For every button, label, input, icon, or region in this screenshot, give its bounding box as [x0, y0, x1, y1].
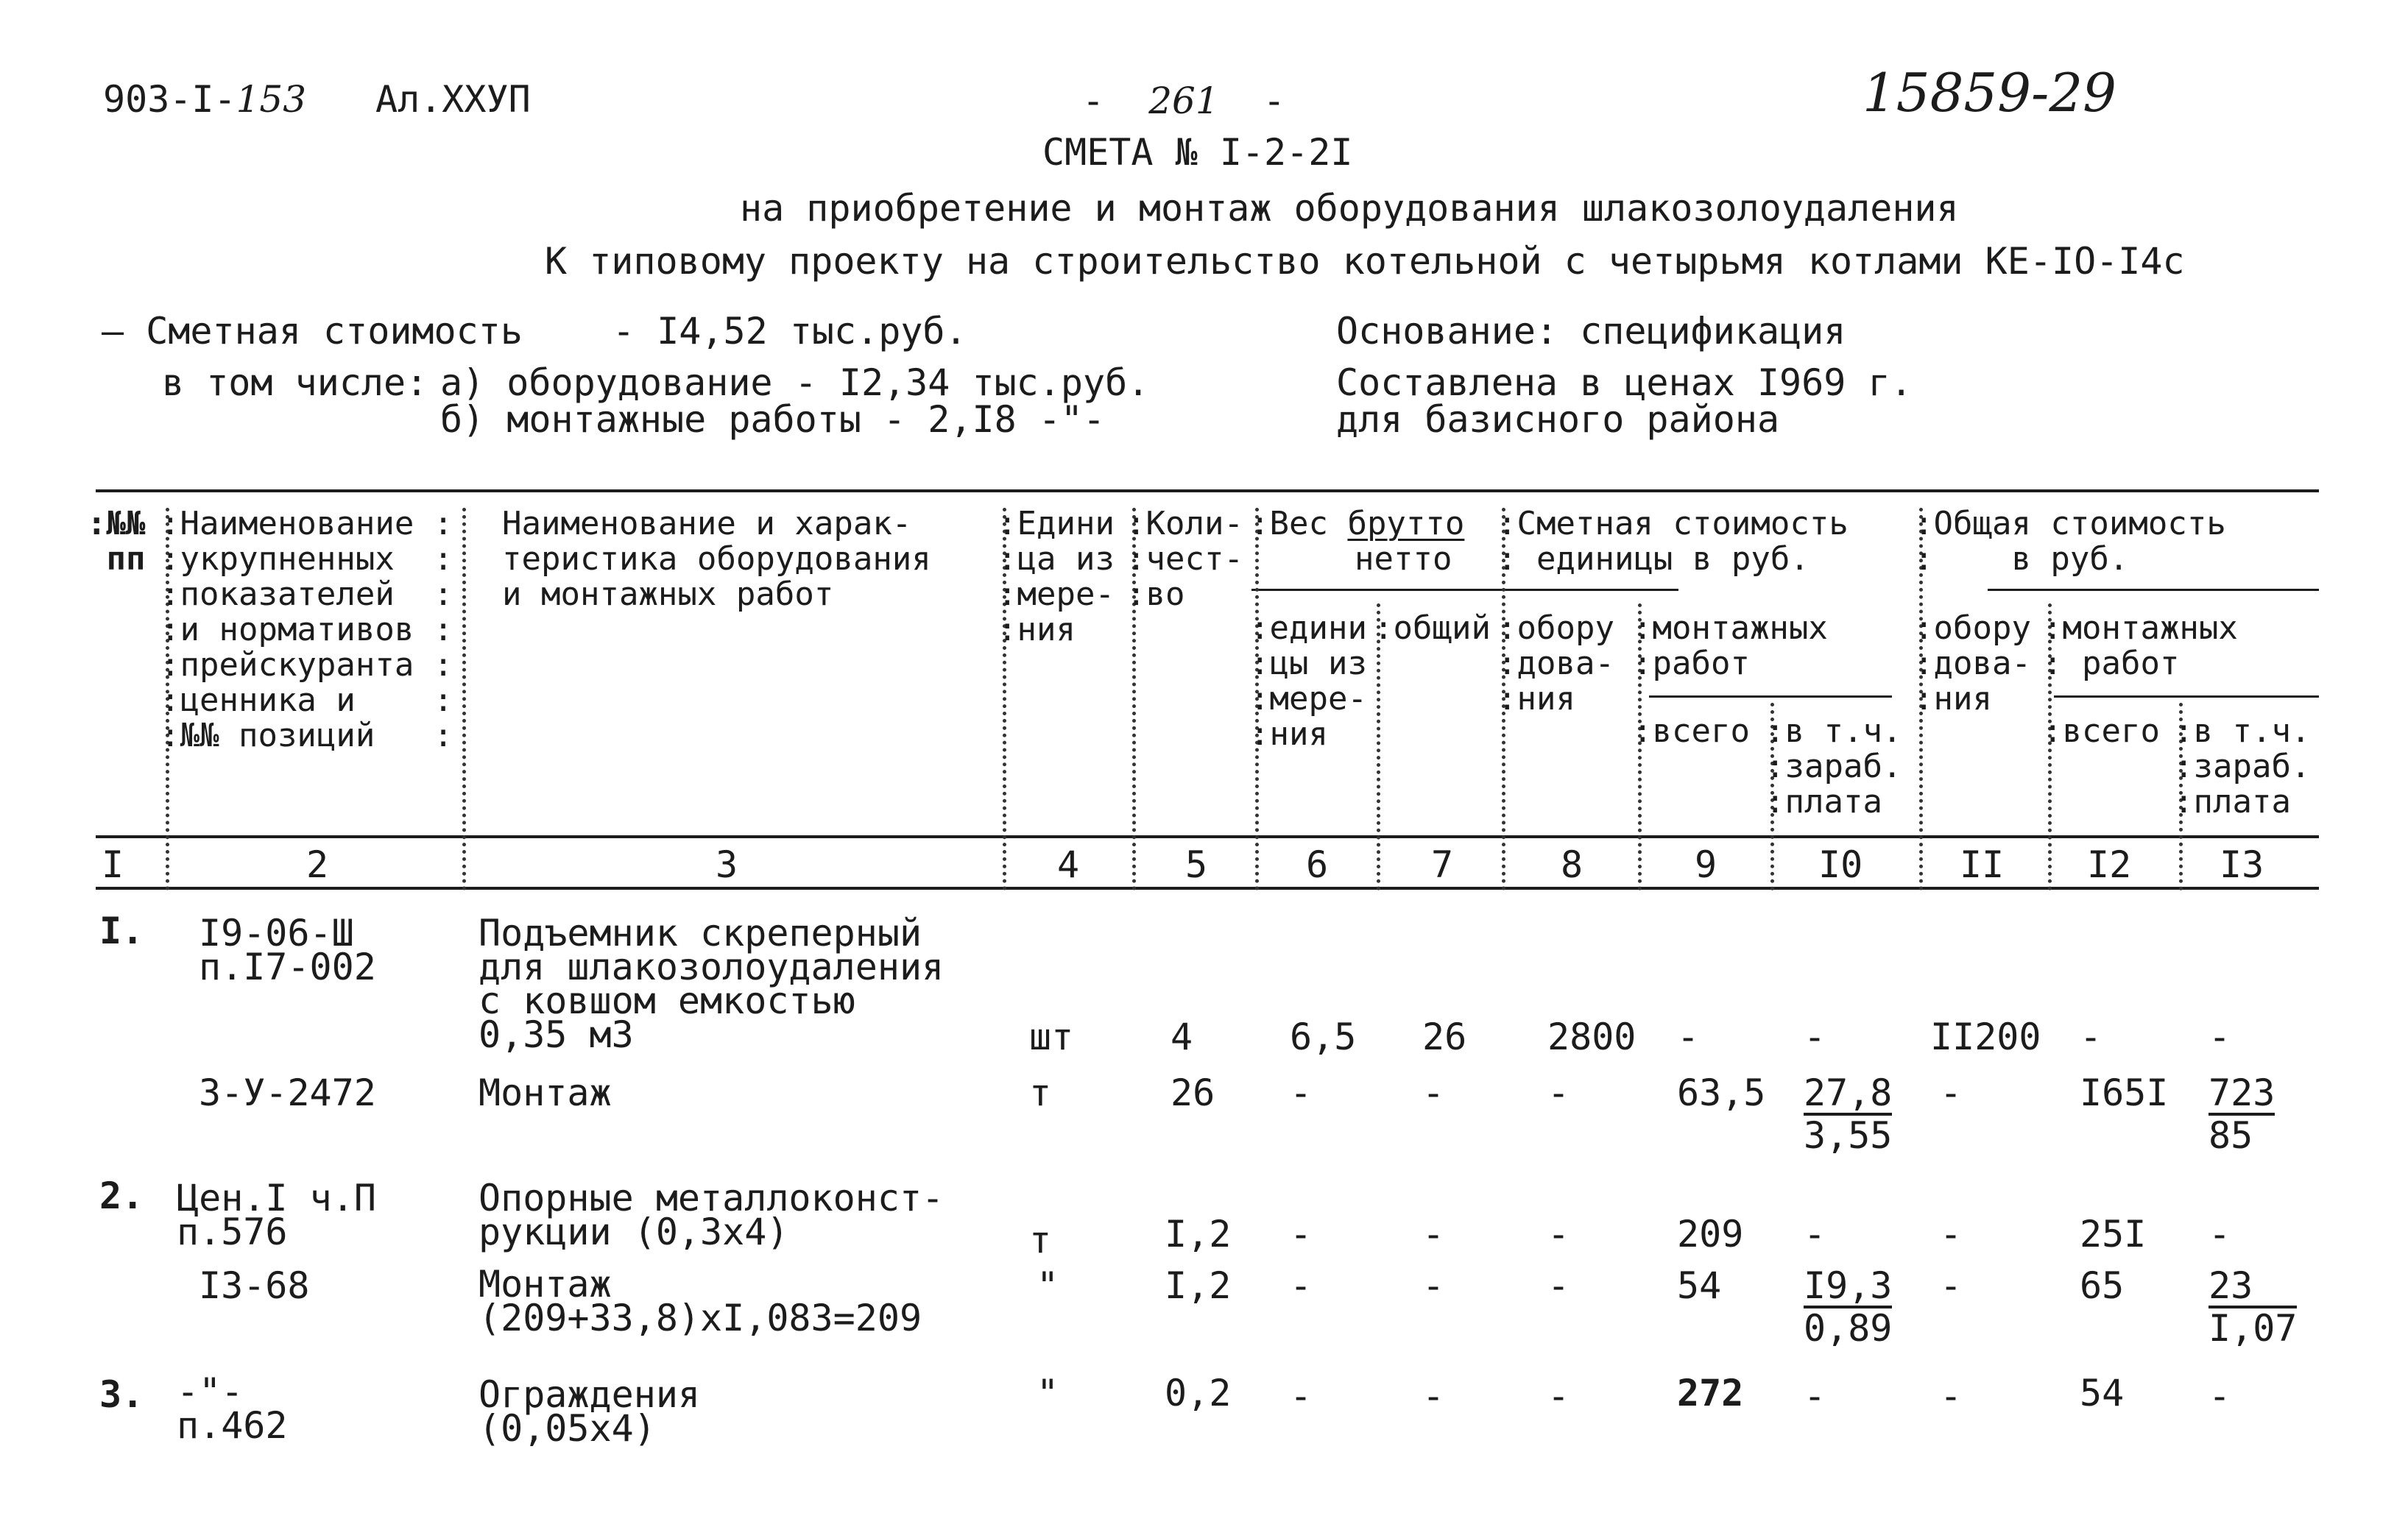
row-equipment-total: II200 [1930, 1016, 2041, 1058]
row-item-name: Ограждения (0,05х4) [479, 1373, 701, 1450]
row-equipment-total: - [1940, 1213, 1963, 1255]
row-unit: шт [1029, 1016, 1074, 1058]
row-wage-total: - [2208, 1213, 2231, 1255]
estimated-cost-value: - I4,52 тыс.руб. [612, 310, 967, 353]
row-quantity: 4 [1171, 1016, 1193, 1058]
row-weight-unit: - [1290, 1072, 1313, 1114]
header-unit-cost-wage: :в т.ч. :зараб. :плата [1765, 712, 1902, 821]
column-number: 7 [1431, 843, 1454, 886]
row-weight-total: - [1422, 1072, 1445, 1114]
row-equipment-unit-cost: 2800 [1547, 1016, 1636, 1058]
header-quantity: :Коли- :чест- :во [1126, 505, 1243, 613]
row-equipment-unit-cost: - [1547, 1072, 1570, 1114]
row-norm-code: Цен.I ч.П п.576 [177, 1177, 376, 1253]
including-label: в том числе: [162, 361, 428, 404]
document-title: СМЕТА № I-2-2I [1042, 131, 1353, 174]
row-equipment-unit-cost: - [1547, 1264, 1570, 1307]
row-number: 3. [99, 1373, 144, 1416]
region-text: для базисного района [1336, 398, 1780, 441]
row-norm-code: -"- п.462 [177, 1370, 288, 1447]
row-install-unit-cost: 63,5 [1677, 1072, 1766, 1114]
column-number: 3 [716, 843, 738, 886]
project-reference: К типовому проекту на строительство котельной с четырьмя котлами КЕ-IO-I4с [545, 240, 2185, 283]
project-number-handwritten: 153 [236, 78, 307, 121]
header-unit-cost-install-total: :всего [1633, 712, 1750, 750]
header-unit-cost-installation: :монтажных :работ [1633, 609, 1828, 682]
page-number: - 261 - [1082, 79, 1285, 122]
price-year-text: Составлена в ценах I969 г. [1336, 361, 1913, 404]
row-wage-unit-cost: $\frac{27,8}{3,55}$ [1804, 1072, 1893, 1157]
row-wage-unit-cost: - [1804, 1375, 1826, 1417]
row-norm-code: 3-У-2472 [199, 1072, 376, 1114]
page-number-handwritten: 261 [1148, 79, 1219, 122]
row-weight-unit: - [1290, 1213, 1313, 1255]
row-install-total: 54 [2080, 1372, 2125, 1414]
basis-text: Основание: спецификация [1336, 310, 1846, 353]
row-number: I. [99, 910, 144, 952]
row-unit: т [1029, 1072, 1052, 1114]
stamp-number: 15859-29 [1863, 62, 2116, 124]
project-code: 903-I-153 [103, 78, 307, 121]
row-unit: т [1029, 1219, 1052, 1261]
row-install-total: 25I [2080, 1213, 2147, 1255]
header-total-cost-wage: :в т.ч. :зараб. :плата [2174, 712, 2311, 821]
column-number: 9 [1695, 843, 1717, 886]
row-equipment-unit-cost: - [1547, 1213, 1570, 1255]
row-weight-unit: - [1290, 1264, 1313, 1307]
row-item-name: Опорные металлоконст- рукции (0,3х4) [479, 1177, 945, 1253]
row-item-name: Подъемник скреперный для шлакозолоудаления с ковшом емкостью 0,35 м3 [479, 912, 945, 1056]
row-quantity: 0,2 [1165, 1372, 1232, 1414]
installation-cost: б) монтажные работы - 2,I8 -"- [440, 398, 1106, 441]
row-weight-unit: 6,5 [1290, 1016, 1357, 1058]
row-quantity: I,2 [1165, 1264, 1232, 1307]
row-equipment-total: - [1940, 1264, 1963, 1307]
header-total-cost-equipment: :обору :дова- :ния [1914, 609, 2031, 718]
header-weight: :Вес брутто [1250, 505, 1465, 542]
column-number: I3 [2220, 843, 2264, 886]
header-norm-reference: :Наименование : :укрупненных : :показателей : :и нормативов : :прейскуранта : :ценника и : :№№ позиций : [160, 505, 453, 754]
row-quantity: I,2 [1165, 1213, 1232, 1255]
header-weight-unit: :едини :цы из :мере- :ния [1250, 609, 1367, 753]
row-weight-total: - [1422, 1375, 1445, 1417]
row-wage-total: - [2208, 1375, 2231, 1417]
header-unit: :Едини :ца из :мере- :ния [998, 505, 1115, 648]
header-weight-total: :общий [1374, 609, 1491, 647]
row-equipment-total: - [1940, 1072, 1963, 1114]
row-install-unit-cost: 209 [1677, 1213, 1744, 1255]
row-install-total: 65 [2080, 1264, 2125, 1307]
column-number: 8 [1561, 843, 1583, 886]
row-wage-unit-cost: - [1804, 1016, 1826, 1058]
row-unit: " [1037, 1372, 1059, 1414]
estimated-cost-label: — Сметная стоимость [102, 310, 523, 353]
row-equipment-unit-cost: - [1547, 1375, 1570, 1417]
column-number: 6 [1306, 843, 1329, 886]
header-row-number: :№№ пп [87, 505, 146, 578]
row-install-unit-cost: - [1677, 1016, 1700, 1058]
row-wage-total: - [2208, 1016, 2231, 1058]
header-weight-netto: нетто [1355, 540, 1452, 578]
row-item-name: Монтаж (209+33,8)хI,083=209 [479, 1263, 922, 1339]
row-norm-code: I9-06-Ш п.I7-002 [199, 912, 376, 988]
row-wage-total: $\frac{723}{85}$ [2208, 1072, 2275, 1157]
header-equipment-name: Наименование и харак- теристика оборудования и монтажных работ [502, 505, 931, 613]
document-subtitle: на приобретение и монтаж оборудования шлакозолоудаления [740, 187, 1959, 230]
row-weight-unit: - [1290, 1375, 1313, 1417]
header-total-cost-install-total: :всего [2043, 712, 2160, 750]
column-number: 2 [306, 843, 329, 886]
header-total-cost: :Общая стоимость : в руб. [1914, 505, 2226, 578]
header-unit-cost-equipment: :обору :дова- :ния [1497, 609, 1614, 718]
row-number: 2. [99, 1175, 144, 1217]
column-number: 5 [1185, 843, 1208, 886]
row-install-unit-cost: 272 [1677, 1372, 1744, 1414]
row-weight-total: - [1422, 1264, 1445, 1307]
equipment-cost: а) оборудование - I2,34 тыс.руб. [440, 361, 1150, 404]
row-wage-unit-cost: - [1804, 1213, 1826, 1255]
row-install-total: - [2080, 1016, 2102, 1058]
row-wage-unit-cost: $\frac{I9,3}{0,89}$ [1804, 1264, 1893, 1350]
header-unit-cost: :Сметная стоимость : единицы в руб. [1497, 505, 1849, 578]
row-item-name: Монтаж [479, 1072, 612, 1114]
column-number: I [102, 843, 124, 886]
album-label: Ал.ХХУП [375, 78, 531, 121]
row-norm-code: I3-68 [199, 1264, 310, 1307]
row-quantity: 26 [1171, 1072, 1215, 1114]
row-install-total: I65I [2080, 1072, 2169, 1114]
row-unit: " [1037, 1264, 1059, 1307]
row-wage-total: $\frac{23}{I,07}$ [2208, 1264, 2298, 1350]
row-weight-total: - [1422, 1213, 1445, 1255]
header-total-cost-installation: :монтажных : работ [2043, 609, 2238, 682]
row-weight-total: 26 [1422, 1016, 1467, 1058]
column-number: I2 [2087, 843, 2132, 886]
row-equipment-total: - [1940, 1375, 1963, 1417]
column-number: 4 [1057, 843, 1080, 886]
column-number: II [1960, 843, 2005, 886]
row-install-unit-cost: 54 [1677, 1264, 1722, 1307]
column-number: I0 [1818, 843, 1863, 886]
